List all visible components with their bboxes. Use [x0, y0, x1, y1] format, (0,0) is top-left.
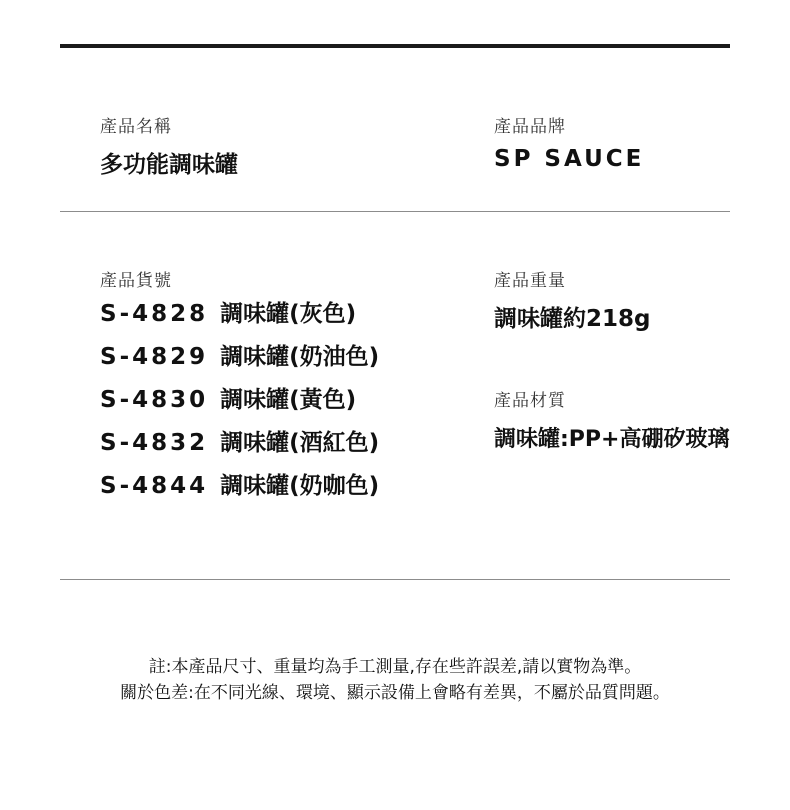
sku-desc: 調味罐(奶油色) — [220, 344, 380, 370]
divider-2 — [60, 579, 730, 580]
sku-desc: 調味罐(黃色) — [220, 387, 357, 413]
sku-code: S-4829 — [100, 344, 209, 370]
sku-item — [100, 425, 379, 468]
product-material-label: 產品材質 — [494, 391, 566, 411]
sku-code: S-4830 — [100, 387, 209, 413]
product-weight-value: 調味罐約218g — [494, 306, 651, 332]
top-rule — [60, 44, 730, 48]
sku-code: S-4844 — [100, 473, 209, 499]
divider-1 — [60, 211, 730, 212]
sku-code: S-4832 — [100, 430, 209, 456]
disclaimer-measurement: 註:本產品尺寸、重量均為手工測量,存在些許誤差,請以實物為準。 — [148, 657, 642, 677]
sku-item — [100, 468, 379, 511]
disclaimer-color: 關於色差:在不同光線、環境、顯示設備上會略有差異，不屬於品質問題。 — [120, 683, 670, 703]
sku-desc: 調味罐(奶咖色) — [220, 473, 380, 499]
product-name-label: 產品名稱 — [100, 117, 172, 137]
product-weight-label: 產品重量 — [494, 271, 566, 291]
sku-list — [100, 296, 379, 511]
sku-desc: 調味罐(酒紅色) — [220, 430, 380, 456]
sku-item — [100, 382, 379, 425]
product-brand-value: SP SAUCE — [494, 146, 645, 172]
sku-desc: 調味罐(灰色) — [220, 301, 357, 327]
sku-item — [100, 296, 379, 339]
product-name-value: 多功能調味罐 — [100, 152, 238, 178]
sku-item — [100, 339, 379, 382]
product-material-value: 調味罐:PP+高硼矽玻璃 — [494, 427, 730, 452]
sku-code: S-4828 — [100, 301, 209, 327]
product-sku-label: 產品貨號 — [100, 271, 172, 291]
product-brand-label: 產品品牌 — [494, 117, 566, 137]
